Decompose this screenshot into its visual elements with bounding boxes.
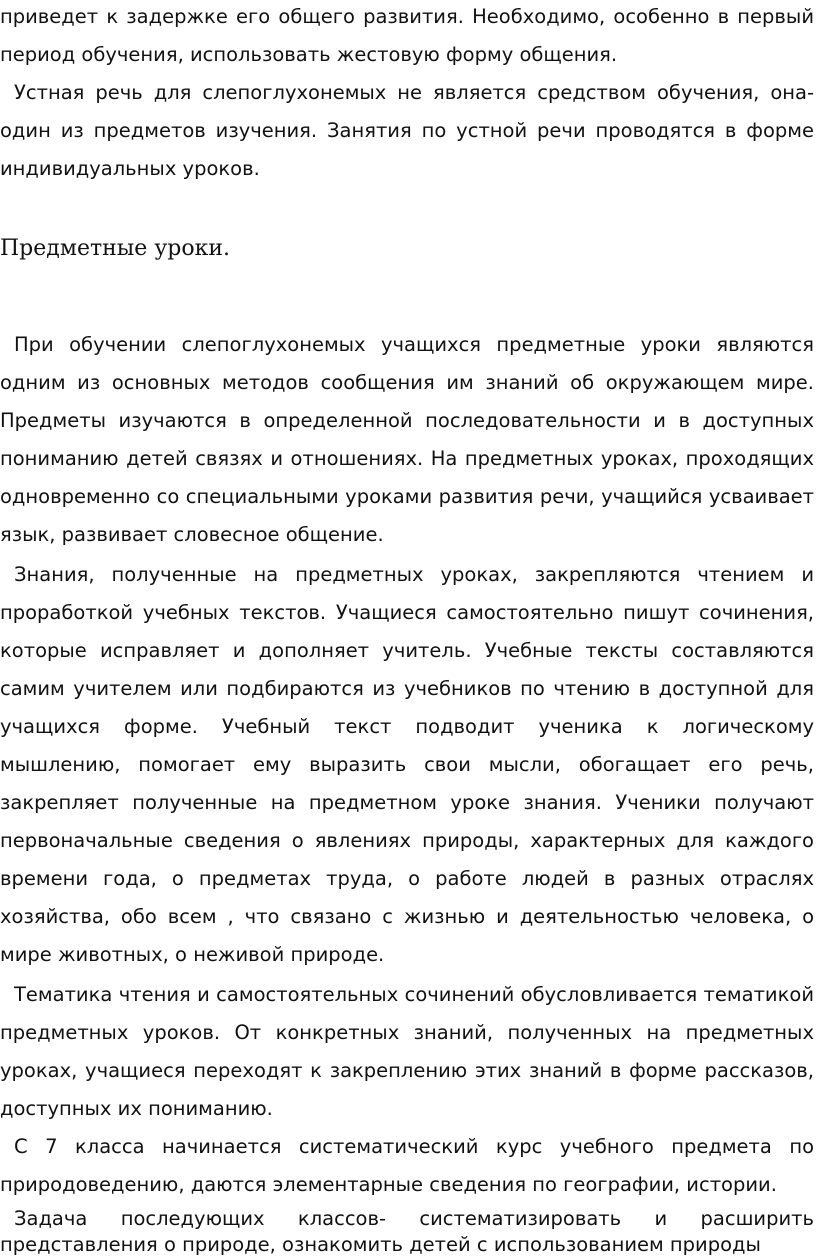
section-heading: Предметные уроки. — [0, 236, 231, 261]
paragraph-intro-continuation: приведет к задержке его общего развития. Необходимо, особенно в первый период обучения, использовать жестовую форму общения. — [0, 5, 814, 66]
paragraph-grade-seven: С 7 класса начинается систематический курс учебного предмета по природоведению, даются элементарные сведения по географии, истории. — [0, 1135, 814, 1196]
paragraph-knowledge-reading: Знания, полученные на предметных уроках, закрепляются чтением и проработкой учебных текстов. Учащиеся самостоятельно пишут сочинения, которые исправляет и дополняет учитель. Учебные тексты составляются самим учителем или подбираются из учебников по чтению в доступной для учащихся форме. Учебный текст подводит ученика к логическому мышлению, помогает ему выразить свои мысли, обогащает его речь, закрепляет полученные на предметном уроке знания. Ученики получают первоначальные сведения о явлениях природы, характерных для каждого времени года, о предметах труда, о работе людей в разных отраслях хозяйства, обо всем , что связано с жизнью и деятельностью человека, о мире животных, о неживой природе. — [0, 563, 814, 966]
paragraph-reading-topics: Тематика чтения и самостоятельных сочинений обусловливается тематикой предметных уроков. От конкретных знаний, полученных на предметных уроках, учащиеся переходят к закреплению этих знаний в форме рассказов, доступных их пониманию. — [0, 983, 814, 1120]
paragraph-oral-speech: Устная речь для слепоглухонемых не является средством обучения, она-один из предметов изучения. Занятия по устной речи проводятся в форме индивидуальных уроков. — [0, 81, 814, 180]
paragraph-subject-lessons: При обучении слепоглухонемых учащихся предметные уроки являются одним из основных методов сообщения им знаний об окружающем мире. Предметы изучаются в определенной последовательности и в доступных пониманию детей связях и отношениях. На предметных уроках, проходящих одновременно со специальными уроками развития речи, учащийся усваивает язык, развивает словесное общение. — [0, 333, 814, 546]
paragraph-next-classes: Задача последующих классов- систематизировать и расширить представления о природе, ознакомить детей с использованием природы — [0, 1207, 814, 1256]
